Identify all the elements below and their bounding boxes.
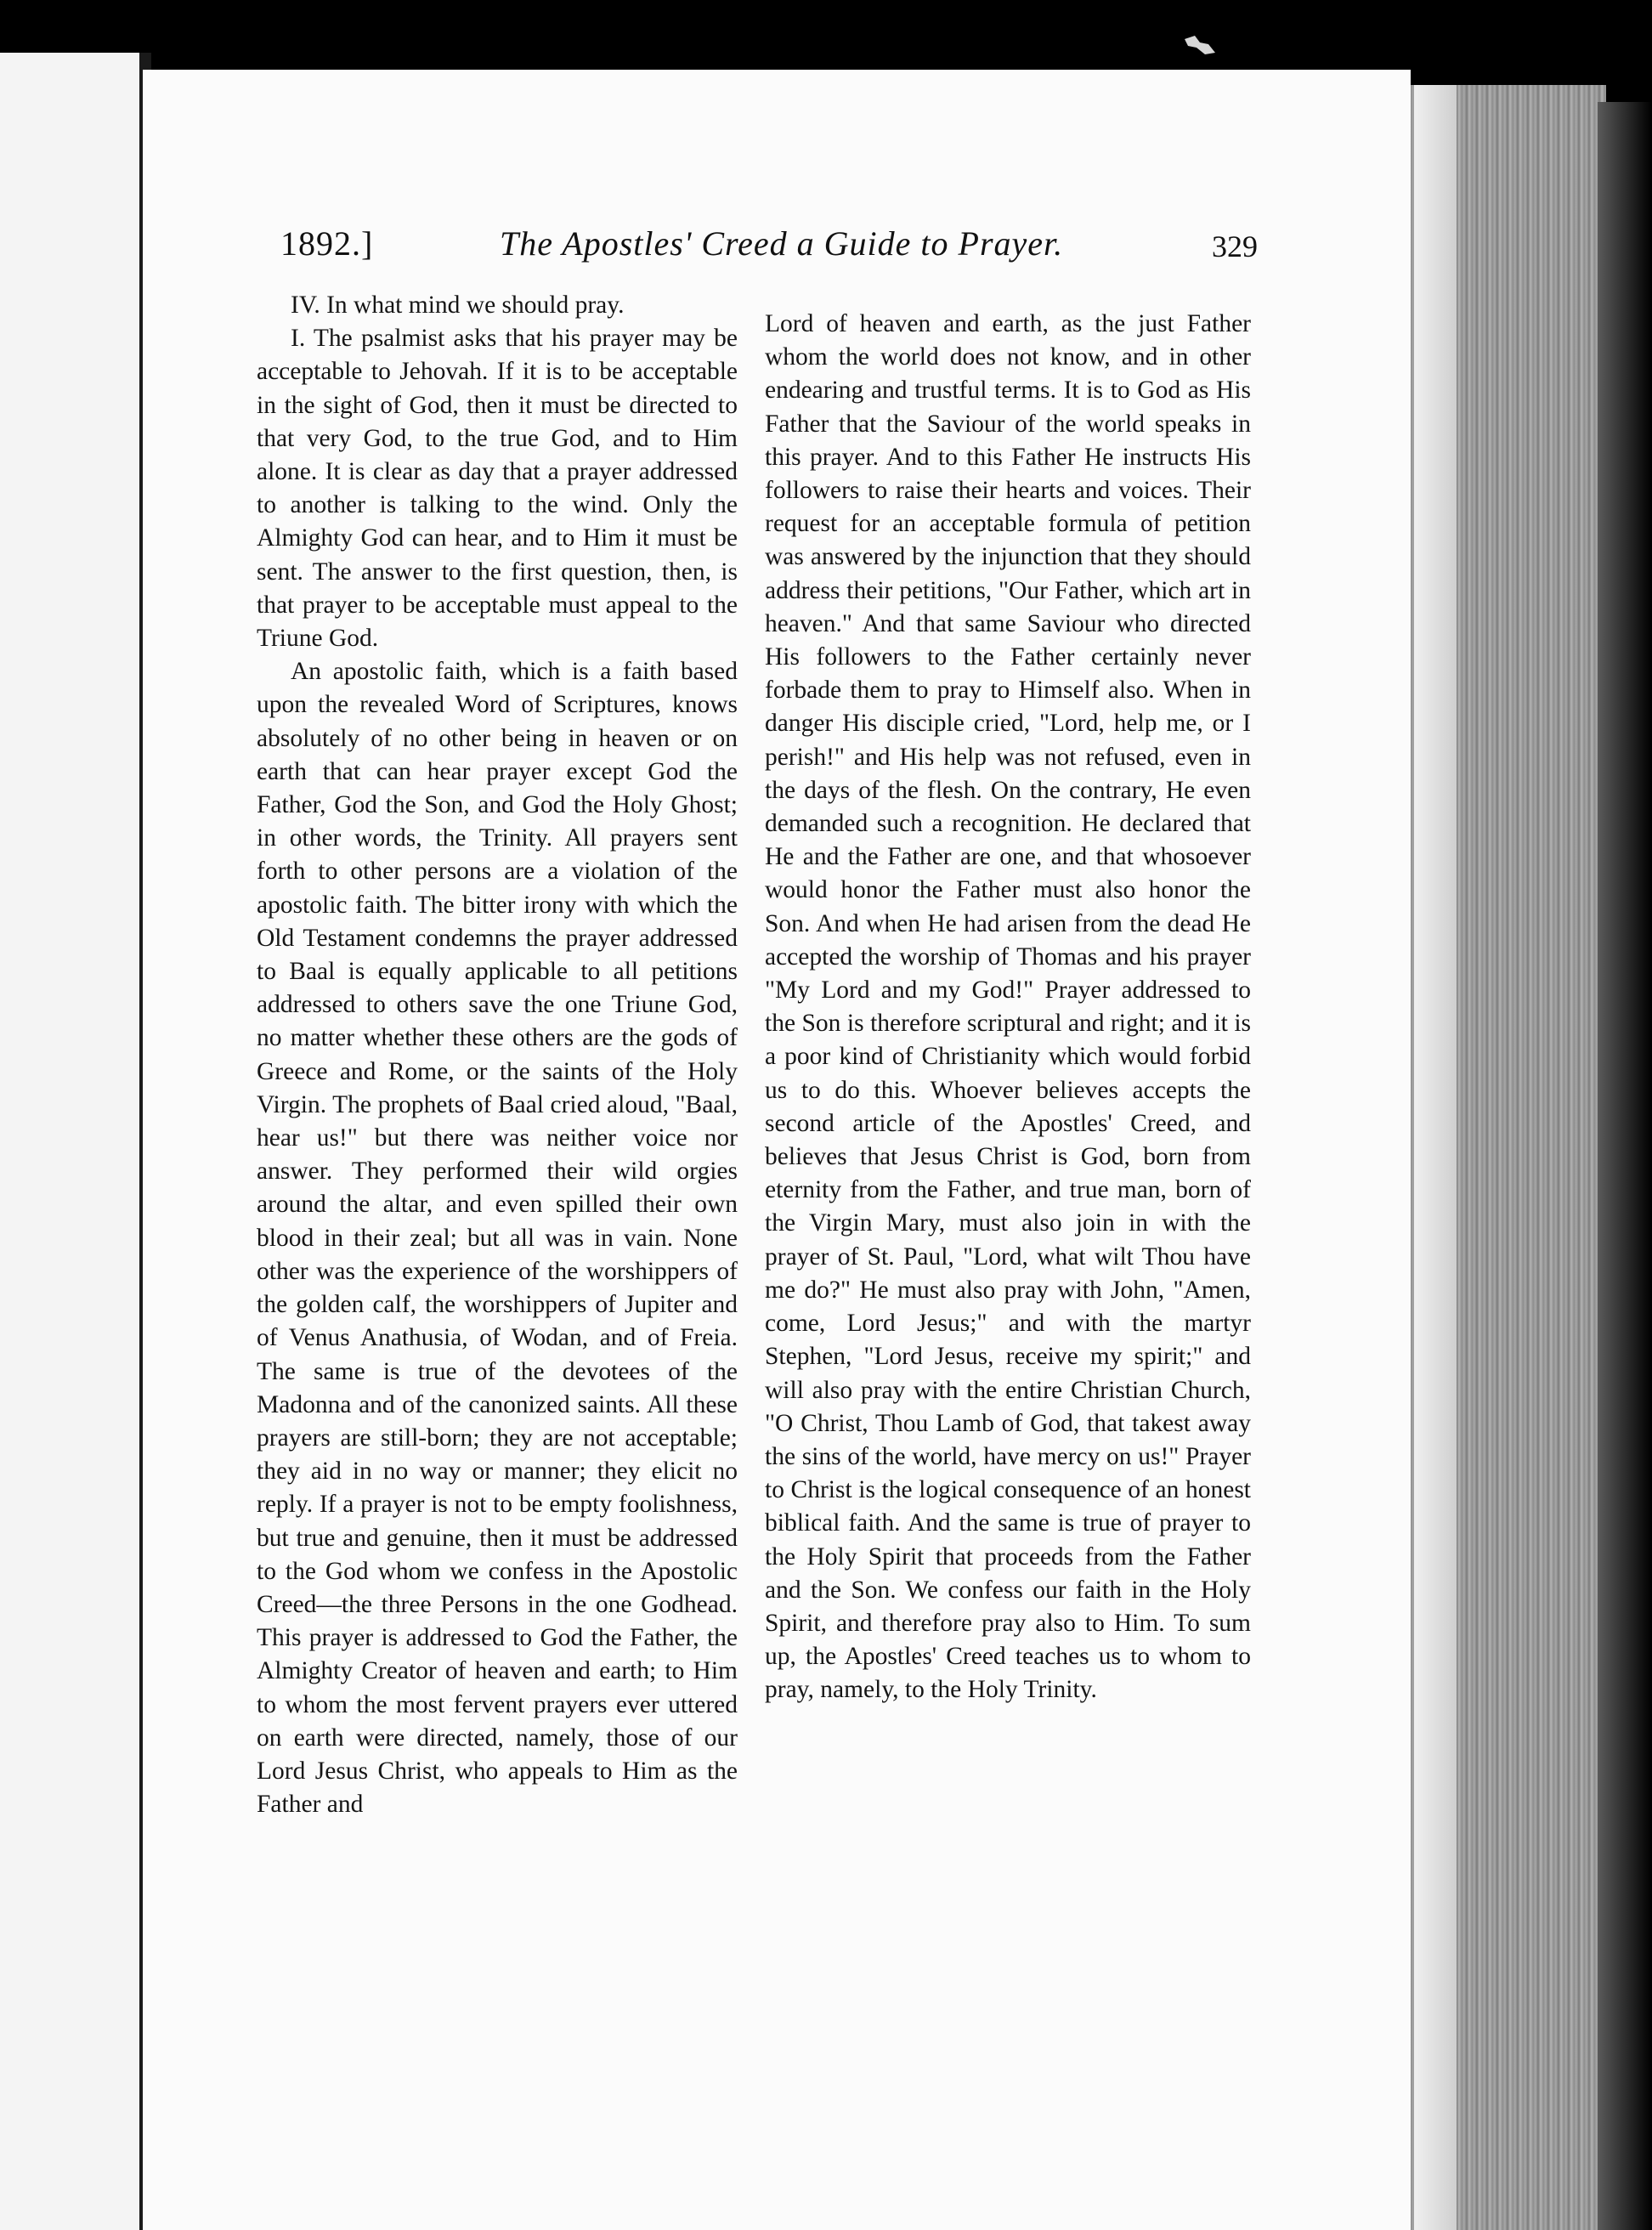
scan-artifact-mark bbox=[1183, 34, 1217, 58]
paragraph: An apostolic faith, which is a faith based upon the revealed Word of Scriptures, knows absolutely of no other being in heaven or on earth that can hear prayer except God the Father, God the Son, and God the Holy Ghost; in other words, the Trinity. All prayers sent forth to other persons are a violation of the apostolic faith. The bitter irony with which the Old Testament condemns the prayer addressed to Baal is equally applicable to all petitions addressed to others save the one Triune God, no matter whether these others are the gods of Greece and Rome, or the saints of the Holy Virgin. The prophets of Baal cried aloud, "Baal, hear us!" but there was neither voice nor answer. They performed their wild orgies around the altar, and even spilled their own blood in their zeal; but all was in vain. None other was the experience of the worshippers of the golden calf, the worshippers of Jupiter and of Venus Anathusia, of Wodan, and of Freia. The same is true of the devotees of the Madonna and of the canonized saints. All these prayers are still-born; they are not acceptable; they aid in no way or manner; they elicit no reply. If a prayer is not to be empty foolishness, but true and genuine, then it must be addressed to the God whom we confess in the Apostolic Creed—the three Persons in the one Godhead. This prayer is addressed to God the Father, the Almighty Creator of heaven and earth; to Him to whom the most fervent prayers ever uttered on earth were directed, namely, those of our Lord Jesus Christ, who appeals to Him as the Father and bbox=[257, 658, 738, 1819]
right-column bbox=[765, 308, 1251, 1707]
running-header bbox=[280, 217, 1258, 276]
paragraph: I. The psalmist asks that his prayer may be acceptable to Jehovah. If it is to be acceptable in the sight of God, then it must be directed to that very God, to the true God, and to Him alone. It is clear as day that a prayer addressed to another is talking to the wind. Only the Almighty God can hear, and to Him it must be sent. The answer to the first question, then, is that prayer to be acceptable must appeal to the Triune God. bbox=[257, 325, 738, 653]
left-column bbox=[257, 289, 738, 1821]
paragraph: Lord of heaven and earth, as the just Father whom the world does not know, and in other endearing and trustful terms. It is to God as His Father that the Saviour of the world speaks in this prayer. And to this Father He instructs His followers to raise their hearts and voices. Their request for an acceptable formula of petition was answered by the injunction that they should address their petitions, "Our Father, which art in heaven." And that same Saviour who directed His followers to the Father certainly never forbade them to pray to Himself also. When in danger His disciple cried, "Lord, help me, or I perish!" and His help was not refused, even in the days of the flesh. On the contrary, He even demanded such a recognition. He declared that He and the Father are one, and that whosoever would honor the Father must also honor the Son. And when He had arisen from the dead He accepted the worship of Thomas and his prayer "My Lord and my God!" Prayer addressed to the Son is therefore scriptural and right; and it is a poor kind of Christianity which would forbid us to do this. Whoever believes accepts the second article of the Apostles' Creed, and believes that Jesus Christ is God, born from eternity from the Father, and true man, born of the Virgin Mary, must also join in with the prayer of St. Paul, "Lord, what wilt Thou have me do?" He must also pray with John, "Amen, come, Lord Jesus;" and with the martyr Stephen, "Lord Jesus, receive my spirit;" and will also pray with the entire Christian Church, "O Christ, Thou Lamb of God, that takest away the sins of the world, have mercy on us!" Prayer to Christ is the logical consequence of an honest biblical faith. And the same is true of prayer to the Holy Spirit that proceeds from the Father and the Son. We confess our faith in the Holy Spirit, and therefore pray also to Him. To sum up, the Apostles' Creed teaches us to whom to pray, namely, to the Holy Trinity. bbox=[765, 310, 1251, 1704]
header-title: The Apostles' Creed a Guide to Prayer. bbox=[500, 224, 1064, 263]
section-heading: IV. In what mind we should pray. bbox=[291, 291, 625, 319]
header-year: 1892.] bbox=[280, 224, 374, 263]
scan-shadow bbox=[1598, 102, 1652, 2230]
page-fore-edge bbox=[1414, 85, 1457, 2230]
facing-page-edge bbox=[0, 53, 151, 2230]
page-number: 329 bbox=[1212, 229, 1258, 263]
